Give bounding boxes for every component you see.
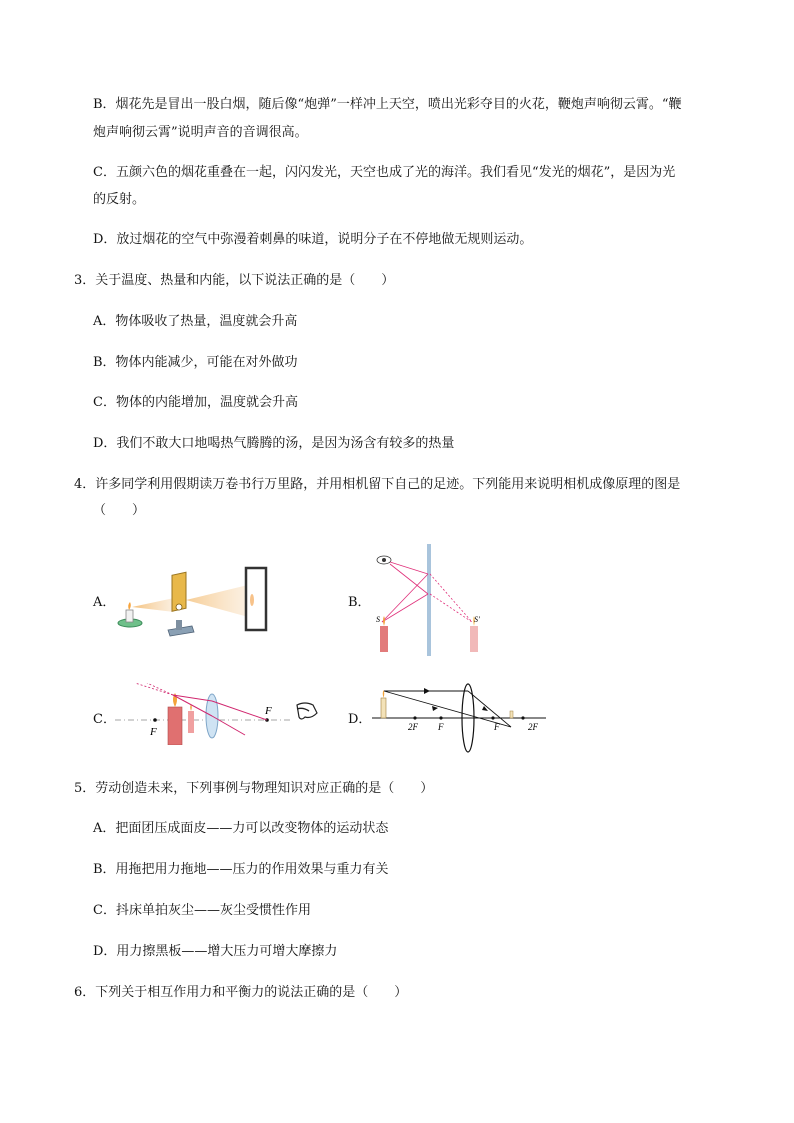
figure-c-f-right: F [265, 705, 272, 717]
q4-figure-c-label: C． [93, 712, 116, 727]
q3-option-d: D．我们不敢大口地喝热气腾腾的汤，是因为汤含有较多的热量 [93, 436, 455, 451]
q6-stem: 6．下列关于相互作用力和平衡力的说法正确的是（ ） [74, 985, 408, 1000]
q4-figure-d-label: D． [348, 712, 372, 727]
q2-option-d: D．放过烟花的空气中弥漫着刺鼻的味道，说明分子在不停地做无规则运动。 [93, 232, 533, 247]
q5-option-d: D．用力擦黑板——增大压力可增大摩擦力 [93, 944, 338, 959]
q4-figure-d [372, 682, 548, 754]
q4-figure-b [368, 542, 498, 658]
q4-figure-a-label: A． [93, 595, 116, 610]
q4-figure-c [115, 683, 325, 745]
q5-option-b: B．用拖把用力拖地——压力的作用效果与重力有关 [93, 862, 389, 877]
q2-option-c-line1: C．五颜六色的烟花重叠在一起，闪闪发光，天空也成了光的海洋。我们看见“发光的烟花”，是因为光 [93, 165, 676, 180]
q5-option-a: A．把面团压成面皮——力可以改变物体的运动状态 [93, 821, 389, 836]
figure-c-f-left: F [150, 726, 157, 738]
q4-figure-b-label: B． [348, 595, 371, 610]
figure-d-2f-left: 2F [408, 722, 418, 732]
figure-b-s-label: S [376, 615, 380, 624]
figure-d-f-left: F [438, 722, 444, 732]
q4-figure-a [112, 560, 272, 640]
q3-option-b: B．物体内能减少，可能在对外做功 [93, 355, 298, 370]
figure-b-s-image-label: S′ [474, 615, 480, 624]
q3-option-a: A．物体吸收了热量，温度就会升高 [93, 314, 298, 329]
figure-d-f-right: F [494, 722, 500, 732]
q2-option-b-line1: B．烟花先是冒出一股白烟，随后像“炮弹”一样冲上天空，喷出光彩夺目的火花，鞭炮声响彻云霄。“鞭 [93, 97, 682, 112]
q3-option-c: C．物体的内能增加，温度就会升高 [93, 395, 298, 410]
q2-option-c-line2: 的反射。 [93, 192, 146, 207]
q2-option-b-line2: 炮声响彻云霄”说明声音的音调很高。 [93, 125, 308, 140]
figure-d-2f-right: 2F [528, 722, 538, 732]
q5-option-c: C．抖床单拍灰尘——灰尘受惯性作用 [93, 903, 311, 918]
q3-stem: 3．关于温度、热量和内能，以下说法正确的是（ ） [74, 273, 395, 288]
q4-stem-line1: 4．许多同学利用假期读万卷书行万里路，并用相机留下自己的足迹。下列能用来说明相机成像原理的图是 [74, 477, 681, 492]
q5-stem: 5．劳动创造未来，下列事例与物理知识对应正确的是（ ） [74, 781, 434, 796]
q4-stem-line2: （ ） [93, 503, 146, 518]
